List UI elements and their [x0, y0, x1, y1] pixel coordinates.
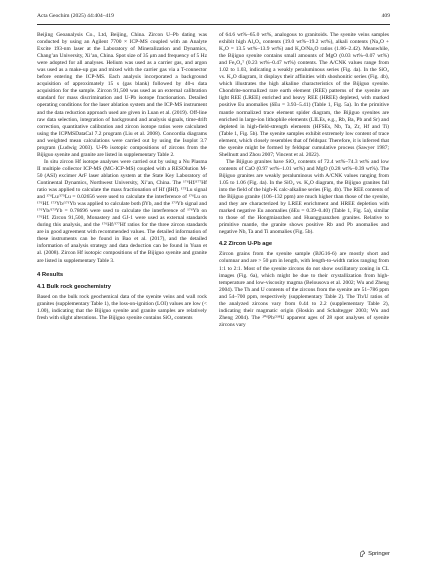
publisher-logo: [359, 550, 390, 557]
running-header: [37, 10, 390, 22]
page-number: 409: [381, 13, 390, 19]
paragraph: Zircon grains from the syenite sample (BJG16-6) are mostly short and columnar and are > 50 μm in length, with length-to-width ratios ranging from 1:1 to 2:1. Most of the syenite zircons do not show oscillatory zoning in CL images (Fig. 6a), which might be due to their crystallization from high-temperature and low-viscosity magma (Belousova et al. 2002; Wu and Zheng 2004). The Th and U contents of the zircons from the syenite are 51–786 ppm and 54–700 ppm, respectively (supplementary Table 2). The Th/U ratios of the analyzed zircons vary from 0.44 to 2.2 (supplementary Table 2), indicating their magmatic origin (Hoskin and Schaltegger 2003; Wu and Zheng 2004). The ²⁰⁶Pb/²³⁸U apparent ages of 28 spot analyses of syenite zircons vary: [219, 251, 389, 328]
paragraph: Based on the bulk rock geochemical data of the syenite veins and wall rock granites (supplementary Table 1), the loss-on-ignition (LOI) values are low (< 1.00), indicating that the Bijiguo syenite and granite samples are relatively fresh with slight alterations. The Bijiguo syenite contains SiO₂ contents: [37, 293, 207, 321]
springer-horse-icon: [359, 550, 366, 557]
header-divider: [37, 24, 390, 25]
paragraph: In situ zircon Hf isotope analyses were carried out by using a Nu Plasma II multiple collector ICP-MS (MC-ICP-MS) coupled with a RESOlution M-50 (ASI) excimer ArF laser ablation system at the State Key Laboratory of Continental Dynamics, Northwest University, Xi’an, China. The ¹⁷⁶Hf/¹⁷⁷Hf ratio was applied to calculate the mass fractionation of Hf (βHf). ¹⁷⁵Lu signal and ¹⁷⁶Lu/¹⁷⁵Lu = 0.02656 were used to calculate the interference of ¹⁷⁶Lu on ¹⁷⁶Hf. ¹⁷³Yb/¹⁷¹Yb was applied to calculate both βYb, and the ¹⁷³Yb signal and ¹⁷⁶Yb/¹⁷³Yb = 0.78696 were used to calculate the interference of ¹⁷⁶Yb on ¹⁷⁶Hf. Zircon 91,500, Monastery and GJ-1 were used as external standards during this analysis, and the ¹⁷⁶Hf/¹⁷⁷Hf ratios for the three zircon standards are in good agreement with recommended values. The detailed information of these instruments can be found in Bao et al. (2017), and the detailed information of analysis strategy and data deduction can be found in Yuan et al. (2008). Zircon Hf isotopic compositions of the Bijiguo syenite and granite are listed in supplementary Table 3.: [37, 158, 207, 264]
paragraph: The Bijiguo granites have SiO₂ contents of 72.4 wt%–74.3 wt% and low contents of CaO (0.97 wt%–1.01 wt%) and MgO (0.28 wt%–0.39 wt%). The Bijiguo granites are weakly peraluminous with A/CNK values ranging from 1.05 to 1.06 (Fig. 4a). In the SiO₂ vs. K₂O diagram, the Bijiguo granites fall into the field of the high-K calc-alkaline series (Fig. 4b). The REE contents of the Bijiguo granite (106–132 ppm) are much higher than those of the syenite, and they are characterized by LREE enrichment and HREE depletion with marked negative Eu anomalies (δEu = 0.39–0.40) (Table 1, Fig. 5a), similar to those of the Hongmiaozhen and Huangguanzhen granites. Relative to primitive mantle, the granite shows positive Rb and Pb anomalies and negative Nb, Ta and Ti anomalies (Fig. 5b).: [219, 158, 389, 236]
publisher-name: Springer: [368, 550, 390, 557]
journal-citation: Acta Geochim (2025) 44:404–419: [37, 13, 114, 19]
section-heading: 4 Results: [37, 271, 64, 278]
paragraph: Beijing Geoanalysis Co., Ltd, Beijing, China. Zircon U–Pb dating was conducted by using an Agilent 7700 × ICP-MS coupled with an Analyte Excite 193-nm laser at the Laboratory of Mineralization and Dynamics, Chang’an University, Xi’an, China. Spot size of 35 μm and frequency of 5 Hz were adopted for all analyses. Helium was used as a carrier gas, and argon was used as a make-up gas and mixed with the carrier gas via a T-connector before entering the ICP-MS. Each analysis incorporated a background acquisition of approximately 15 s (gas blank) followed by 40-s data acquisition for the sample. Zircon 91,500 was used as an external calibration standard for mass discrimination and U-Pb isotope fractionation. Detailed operating conditions for the laser ablation system and the ICP-MS instrument and the data reduction approach used are given in Luan et al. (2019). Off-line raw data selection, integration of background and analysis signals, time-drift correction, quantitative calibration and zircon isotope ratios were calculated using the ICPMSDataCal 7.2 program (Liu et al. 2008). Concordia diagrams and weighted mean calculations were carried out by using the Isoplot 3.7 program (Ludwig 2003). U-Pb isotopic compositions of zircons from the Bijiguo syenite and granite are listed in supplementary Table 2.: [37, 32, 207, 158]
subsection-heading: 4.2 Zircon U-Pb age: [219, 241, 273, 248]
subsection-heading: 4.1 Bulk rock geochemistry: [37, 283, 111, 290]
right-column: [219, 32, 389, 329]
left-column: [37, 32, 207, 322]
paragraph: of 64.6 wt%–65.0 wt%, analogous to granitoids. The syenite veins samples exhibit high Al₂O₃ contents (19.0 wt%–19.2 wt%), alkali contents (Na₂O + K₂O = 13.5 wt%–13.9 wt%) and K₂O/Na₂O ratios (1.86–2.42). Meanwhile, the Bijiguo syenite contains small amounts of MgO (0.03 wt%–0.07 wt%) and Fe₂O₃ᵀ (0.23 wt%–0.47 wt%) contents. The A/CNK values range from 1.02 to 1.03, indicating a weakly peraluminous series (Fig. 4a). In the SiO₂ vs. K₂O diagram, it displays their affinities with shoshonitic series (Fig. 4b), which illustrates the high alkaline characteristics of the Bijiguo syenite. Chondrite-normalized rare earth element (REE) patterns of the syenite are light REE (LREE) enriched and heavy REE (HREE) depleted, with marked positive Eu anomalies (δEu = 3.93–5.41) (Table 1, Fig. 5a). In the primitive mantle normalized trace element spider diagram, the Bijiguo syenites are enriched in large-ion lithophile elements (LILEs, e.g., Rb, Ba, Pb and Sr) and depleted in high-field-strength elements (HFSEs, Nb, Ta, Zr, Hf and Ti) (Table 1, Fig. 5b). The syenite samples exhibit extremely low content of trace element, which closely resembles that of feldspar. Therefore, it is inferred that the syenite might be formed by feldspar cumulative process (Sawyer 1987; Shellnutt and Zhou 2007; Vincent et al. 2022).: [219, 32, 389, 158]
